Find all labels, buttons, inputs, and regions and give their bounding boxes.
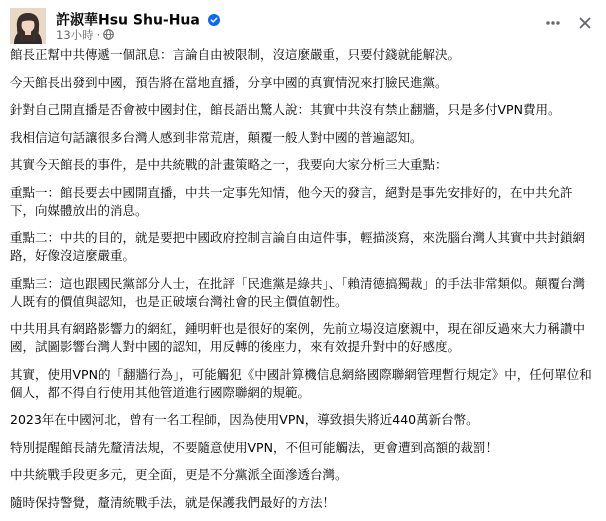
post-meta: [56, 28, 114, 42]
more-options-button[interactable]: [540, 10, 566, 36]
post-paragraph: 隨時保持警覺，釐清統戰手法，就是保護我們最好的方法！: [10, 494, 336, 510]
author-row: [56, 10, 220, 28]
post-paragraph: 我相信這句話讓很多台灣人感到非常荒唐，顛覆一般人對中國的普遍認知。: [10, 129, 423, 145]
post-paragraph: 今天館長出發到中國，預告將在當地直播，分享中國的真實情況來打臉民進黨。: [10, 74, 448, 90]
post-paragraph: 2023年在中國河北，曾有一名工程師，因為使用VPN，導致損失將近440萬新台幣。: [10, 412, 479, 427]
close-icon: [577, 15, 593, 31]
post-paragraph: 中共統戰手段更多元，更全面，更是不分黨派全面滲透台灣。: [10, 467, 348, 482]
ellipsis-icon: [544, 14, 562, 32]
post-paragraph: 重點二：中共的目的，就是要把中國政府控制言論自由這件事，輕描淡寫，來洗腦台灣人其實中共封鎖網路，好像沒這麼嚴重。: [10, 230, 586, 263]
verified-badge-icon: [208, 14, 220, 26]
post-paragraph: 中共用具有網路影響力的網紅，鍾明軒也是很好的案例，先前立場沒這麼親中，現在卻反過來大力稱讚中國，試圖影響台灣人對中國的認知，用反轉的後座力，來有效提升對中的好感度。: [10, 321, 586, 354]
post-paragraph: 針對自己開直播是否會被中國封住，館長語出驚人說：其實中共沒有禁止翻牆，只是多付VPN費用。: [10, 102, 561, 117]
author-name[interactable]: 許淑華Hsu Shu-Hua: [56, 12, 200, 29]
post-paragraph: 重點一：館長要去中國開直播，中共一定事先知情，他今天的發言，絕對是事先安排好的，在中共允許下，向媒體放出的消息。: [10, 184, 573, 218]
close-button[interactable]: [572, 10, 598, 36]
post-paragraph: 其實今天館長的事件，是中共統戰的計畫策略之一，我要向大家分析三大重點：: [10, 157, 448, 172]
post-paragraph: 館長正幫中共傳遞一個訊息：言論自由被限制，沒這麼嚴重，只要付錢就能解決。: [10, 47, 461, 62]
post-timestamp[interactable]: 13小時: [56, 28, 94, 42]
post-header: [10, 6, 596, 44]
post-paragraph: 重點三：這也跟國民黨部分人士，在批評「民進黨是綠共」、「賴清德搞獨裁」的手法非常類似。顛覆台灣人既有的價值與認知，也是正破壞台灣社會的民主價值韌性。: [10, 275, 586, 309]
post-paragraph: 特別提醒館長請先釐清法規，不要隨意使用VPN，不但可能觸法，更會遭到高額的裁罰！: [10, 439, 498, 455]
avatar-portrait-icon: [10, 8, 46, 44]
post-paragraph: 其實，使用VPN的「翻牆行為」，可能觸犯《中國計算機信息網絡國際聯網管理暫行規定》中，任何單位和個人，都不得自行使用其他管道進行國際聯網的規範。: [10, 366, 592, 400]
meta-separator: ·: [96, 28, 101, 42]
globe-icon[interactable]: [103, 29, 114, 40]
avatar[interactable]: [10, 8, 46, 44]
post-body: [10, 46, 596, 521]
